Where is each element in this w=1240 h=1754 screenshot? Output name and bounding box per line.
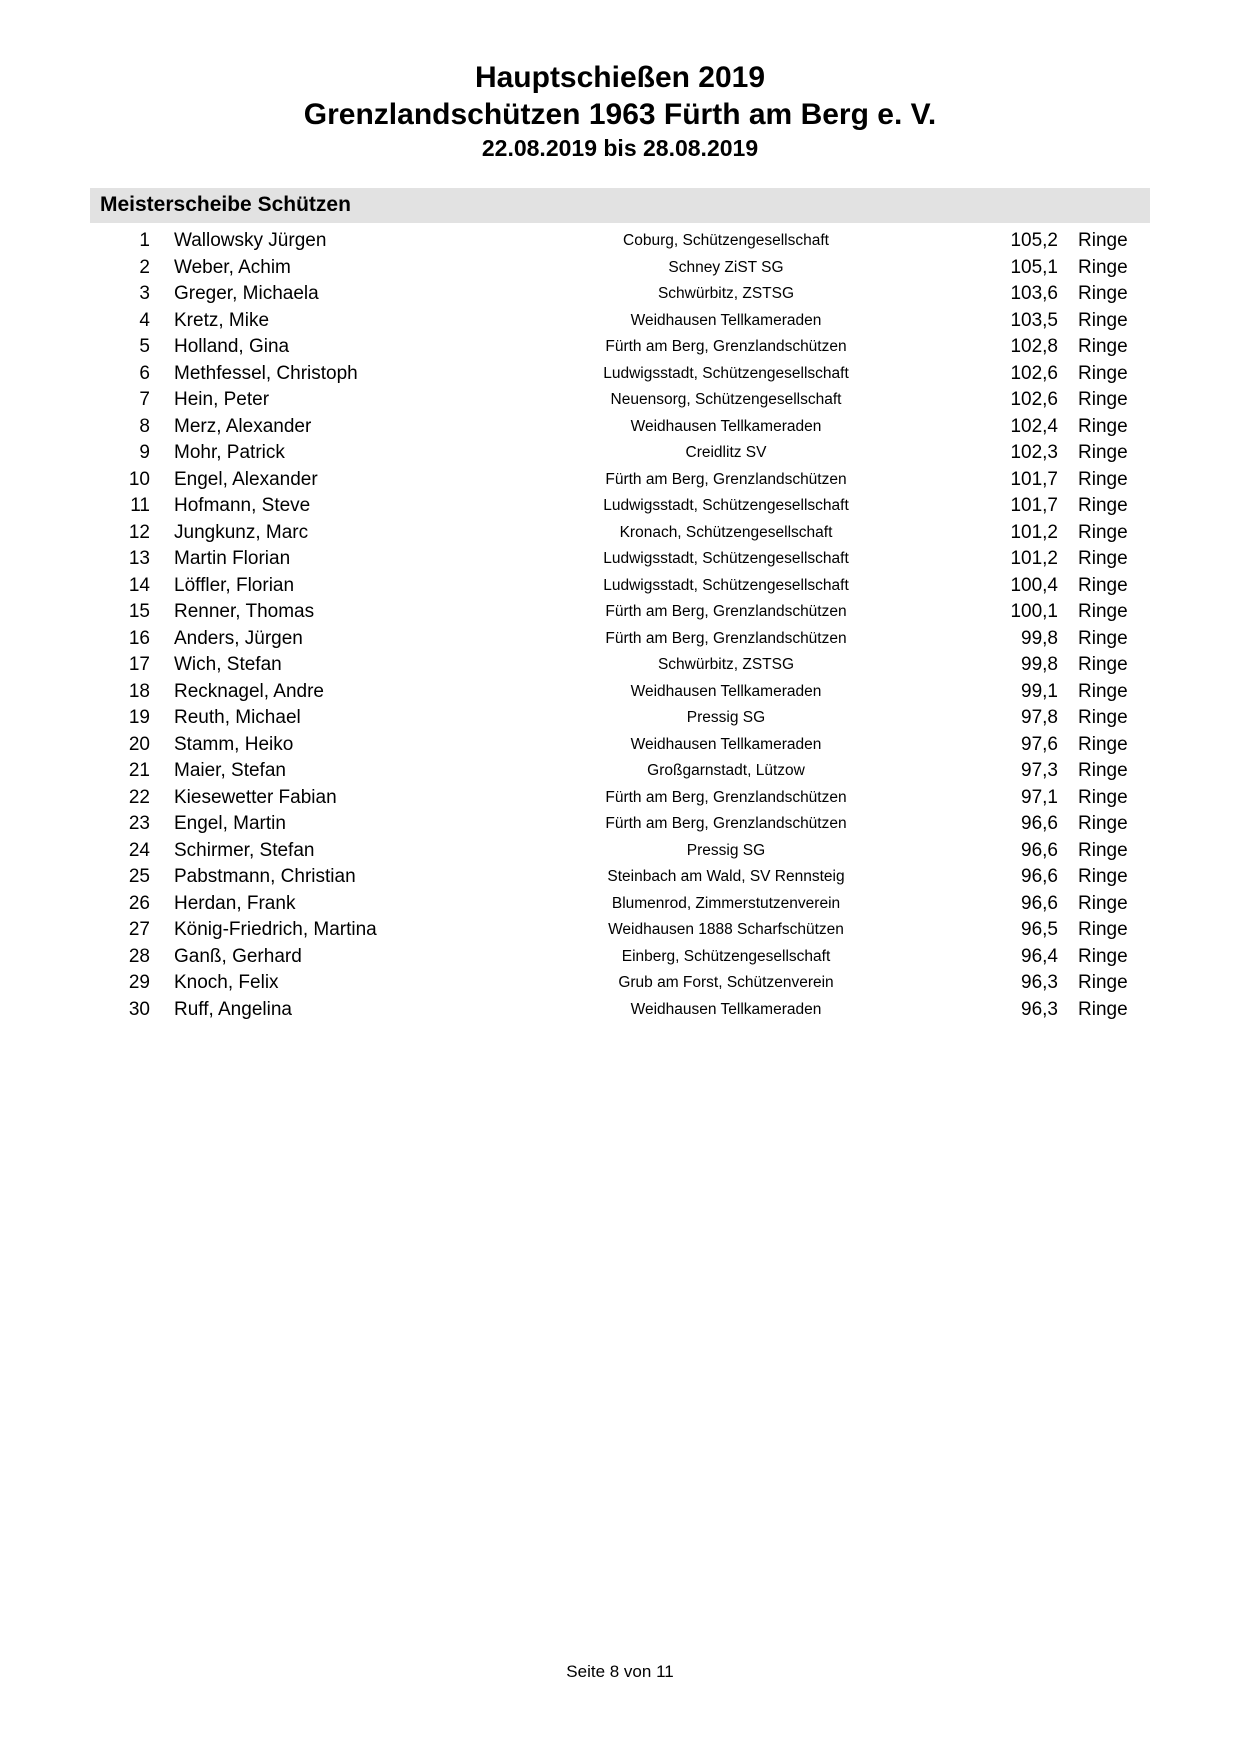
result-name: Kiesewetter Fabian [174,786,337,808]
result-unit: Ringe [1078,919,1128,941]
result-name: Anders, Jürgen [174,627,303,649]
result-score: 99,1 [1021,680,1058,702]
result-score: 99,8 [1021,627,1058,649]
result-unit: Ringe [1078,336,1128,358]
result-name: Holland, Gina [174,336,290,358]
result-rank: 11 [130,495,150,517]
result-club: Pressig SG [686,841,766,859]
table-row [90,679,1150,706]
result-rank: 7 [139,389,150,411]
result-club: Coburg, Schützengesellschaft [623,232,829,250]
result-name: Knoch, Felix [174,972,279,994]
result-unit: Ringe [1078,442,1128,464]
table-row [90,255,1150,282]
result-club: Großgarnstadt, Lützow [647,762,805,780]
result-rank: 27 [128,919,150,941]
result-score: 96,6 [1021,813,1058,835]
result-club: Weidhausen Tellkameraden [630,1000,822,1018]
result-club: Weidhausen Tellkameraden [630,417,822,435]
result-score: 101,2 [1010,521,1058,543]
result-score: 101,2 [1010,548,1058,570]
result-rank: 18 [128,680,150,702]
result-club: Ludwigsstadt, Schützengesellschaft [603,497,849,515]
result-name: Merz, Alexander [174,415,312,437]
title-line-2: Grenzlandschützen 1963 Fürth am Berg e. V. [303,97,937,131]
result-rank: 30 [128,998,150,1020]
result-unit: Ringe [1078,998,1128,1020]
section-header-meisterscheibe: Meisterscheibe Schützen [90,188,1150,224]
result-club: Fürth am Berg, Grenzlandschützen [605,815,847,833]
result-score: 96,4 [1021,945,1058,967]
result-club: Weidhausen Tellkameraden [630,735,822,753]
result-score: 96,3 [1021,972,1058,994]
result-rank: 16 [128,627,150,649]
result-score: 96,3 [1021,998,1058,1020]
result-score: 103,5 [1010,309,1058,331]
table-row [90,573,1150,600]
result-name: Mohr, Patrick [174,442,285,464]
result-score: 102,6 [1010,389,1058,411]
result-score: 101,7 [1010,495,1058,517]
result-score: 105,1 [1010,256,1058,278]
result-unit: Ringe [1078,972,1128,994]
table-row [90,652,1150,679]
result-club: Pressig SG [686,709,766,727]
result-unit: Ringe [1078,548,1128,570]
result-unit: Ringe [1078,786,1128,808]
result-club: Schwürbitz, ZSTSG [657,285,795,303]
result-name: König-Friedrich, Martina [174,919,377,941]
table-row [90,387,1150,414]
result-club: Neuensorg, Schützengesellschaft [610,391,842,409]
result-unit: Ringe [1078,362,1128,384]
table-row [90,917,1150,944]
result-club: Fürth am Berg, Grenzlandschützen [605,629,847,647]
result-score: 102,4 [1010,415,1058,437]
result-name: Martin Florian [174,548,291,570]
result-name: Reuth, Michael [174,707,301,729]
table-row [90,308,1150,335]
result-unit: Ringe [1078,760,1128,782]
result-rank: 28 [128,945,150,967]
result-name: Wallowsky Jürgen [174,230,327,252]
result-score: 96,6 [1021,892,1058,914]
result-unit: Ringe [1078,415,1128,437]
result-club: Einberg, Schützengesellschaft [621,947,831,965]
result-name: Schirmer, Stefan [174,839,315,861]
result-rank: 23 [128,813,150,835]
result-club: Blumenrod, Zimmerstutzenverein [611,894,841,912]
result-unit: Ringe [1078,892,1128,914]
result-name: Jungkunz, Marc [174,521,309,543]
result-name: Renner, Thomas [174,601,315,623]
table-row [90,732,1150,759]
result-score: 97,3 [1021,760,1058,782]
result-name: Maier, Stefan [174,760,286,782]
table-row [90,785,1150,812]
table-row [90,414,1150,441]
result-score: 97,1 [1021,786,1058,808]
result-rank: 29 [128,972,150,994]
table-row [90,281,1150,308]
result-rank: 1 [139,230,150,252]
result-score: 96,6 [1021,866,1058,888]
result-score: 96,6 [1021,839,1058,861]
table-row [90,758,1150,785]
result-unit: Ringe [1078,654,1128,676]
table-row [90,599,1150,626]
result-unit: Ringe [1078,733,1128,755]
result-club: Fürth am Berg, Grenzlandschützen [605,788,847,806]
result-unit: Ringe [1078,627,1128,649]
result-unit: Ringe [1078,574,1128,596]
result-name: Wich, Stefan [174,654,282,676]
result-score: 99,8 [1021,654,1058,676]
result-club: Steinbach am Wald, SV Rennsteig [607,868,845,886]
result-unit: Ringe [1078,680,1128,702]
result-club: Weidhausen Tellkameraden [630,682,822,700]
table-row [90,493,1150,520]
table-row [90,626,1150,653]
result-club: Ludwigsstadt, Schützengesellschaft [603,576,849,594]
page-title [90,60,1150,133]
result-rank: 26 [128,892,150,914]
result-club: Grub am Forst, Schützenverein [618,974,834,992]
result-unit: Ringe [1078,839,1128,861]
result-club: Schney ZiST SG [668,258,784,276]
table-row [90,944,1150,971]
result-unit: Ringe [1078,283,1128,305]
table-row [90,705,1150,732]
result-score: 101,7 [1010,468,1058,490]
result-rank: 4 [139,309,150,331]
title-line-1: Hauptschießen 2019 [474,61,766,94]
table-row [90,864,1150,891]
result-name: Löffler, Florian [174,574,295,596]
result-club: Fürth am Berg, Grenzlandschützen [605,470,847,488]
result-unit: Ringe [1078,230,1128,252]
result-rank: 24 [128,839,150,861]
result-score: 102,6 [1010,362,1058,384]
result-score: 100,1 [1010,601,1058,623]
result-unit: Ringe [1078,866,1128,888]
result-club: Kronach, Schützengesellschaft [619,523,833,541]
result-rank: 14 [128,574,150,596]
result-rank: 22 [128,786,150,808]
result-rank: 3 [139,283,150,305]
result-score: 102,8 [1010,336,1058,358]
result-name: Stamm, Heiko [174,733,294,755]
result-rank: 12 [128,521,150,543]
result-club: Ludwigsstadt, Schützengesellschaft [603,364,849,382]
page-footer: Seite 8 von 11 [566,1662,674,1681]
table-row [90,467,1150,494]
result-name: Engel, Martin [174,813,286,835]
result-score: 105,2 [1010,230,1058,252]
result-name: Herdan, Frank [174,892,296,914]
result-rank: 21 [128,760,150,782]
result-name: Weber, Achim [174,256,291,278]
result-unit: Ringe [1078,521,1128,543]
result-name: Recknagel, Andre [174,680,324,702]
result-name: Kretz, Mike [174,309,270,331]
result-name: Hofmann, Steve [174,495,311,517]
result-name: Pabstmann, Christian [174,866,356,888]
table-row [90,970,1150,997]
table-row [90,361,1150,388]
result-rank: 25 [128,866,150,888]
table-row [90,838,1150,865]
results-table [90,228,1150,1023]
result-name: Greger, Michaela [174,283,319,305]
result-name: Engel, Alexander [174,468,318,490]
table-row [90,997,1150,1024]
result-name: Ganß, Gerhard [174,945,302,967]
table-row [90,546,1150,573]
result-rank: 13 [128,548,150,570]
table-row [90,334,1150,361]
table-row [90,440,1150,467]
table-row [90,811,1150,838]
result-club: Fürth am Berg, Grenzlandschützen [605,338,847,356]
result-rank: 19 [128,707,150,729]
result-unit: Ringe [1078,601,1128,623]
result-rank: 8 [139,415,150,437]
result-score: 102,3 [1010,442,1058,464]
result-unit: Ringe [1078,495,1128,517]
result-club: Weidhausen 1888 Scharfschützen [608,921,844,939]
result-unit: Ringe [1078,389,1128,411]
result-club: Weidhausen Tellkameraden [630,311,822,329]
result-name: Methfessel, Christoph [174,362,358,384]
table-row [90,520,1150,547]
result-rank: 6 [139,362,150,384]
result-score: 97,6 [1021,733,1058,755]
result-rank: 5 [139,336,150,358]
result-club: Fürth am Berg, Grenzlandschützen [605,603,847,621]
result-unit: Ringe [1078,707,1128,729]
result-unit: Ringe [1078,945,1128,967]
result-score: 96,5 [1021,919,1058,941]
result-rank: 15 [128,601,150,623]
result-unit: Ringe [1078,309,1128,331]
result-unit: Ringe [1078,813,1128,835]
result-name: Hein, Peter [174,389,270,411]
result-club: Ludwigsstadt, Schützengesellschaft [603,550,849,568]
result-score: 103,6 [1010,283,1058,305]
result-rank: 2 [139,256,150,278]
result-rank: 10 [128,468,150,490]
table-row [90,891,1150,918]
result-club: Schwürbitz, ZSTSG [657,656,795,674]
result-unit: Ringe [1078,468,1128,490]
result-club: Creidlitz SV [685,444,767,462]
result-rank: 9 [139,442,150,464]
date-range-subtitle: 22.08.2019 bis 28.08.2019 [481,135,759,162]
result-rank: 17 [128,654,150,676]
result-name: Ruff, Angelina [174,998,292,1020]
result-score: 100,4 [1010,574,1058,596]
result-score: 97,8 [1021,707,1058,729]
result-rank: 20 [128,733,150,755]
result-unit: Ringe [1078,256,1128,278]
table-row [90,228,1150,255]
